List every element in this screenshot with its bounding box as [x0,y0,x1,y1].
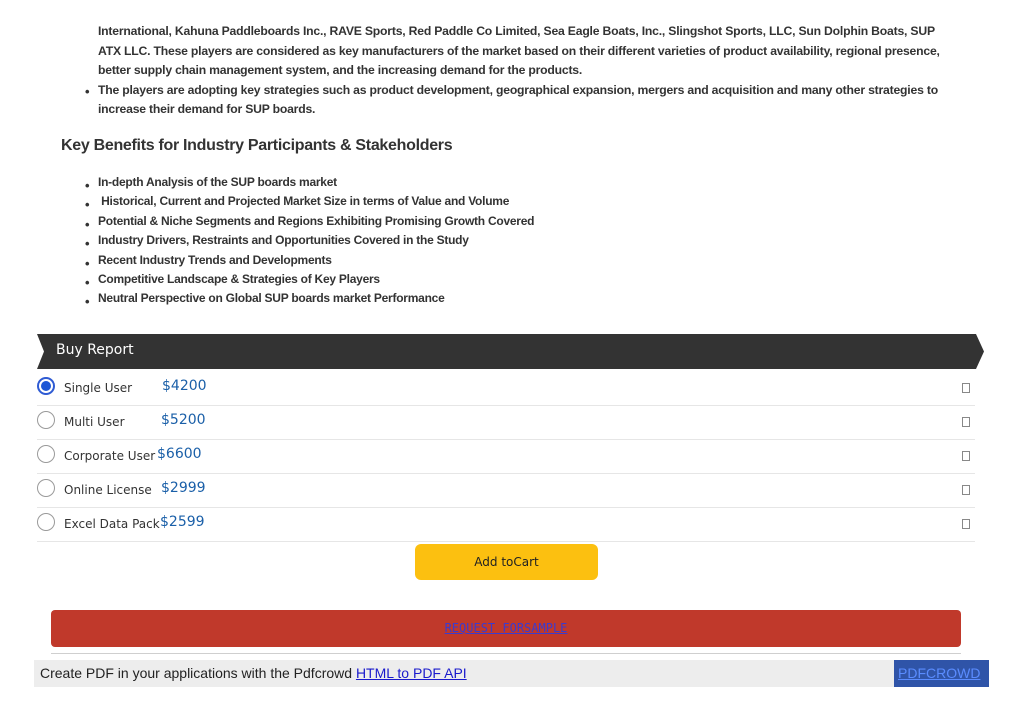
option-label: Corporate User [64,449,156,463]
intro-text [85,22,940,120]
add-to-cart-button[interactable]: Add toCart [415,544,598,580]
banner-title: Buy Report [56,342,134,358]
option-price: $2999 [161,480,206,496]
list-item [85,232,534,252]
bullet-icon: • [85,236,90,252]
option-corporate-user[interactable] [37,440,975,474]
option-price: $4200 [162,378,207,394]
checkbox-icon[interactable] [962,383,970,393]
bullet-icon: • [85,83,90,99]
checkbox-icon[interactable] [962,519,970,529]
checkbox-icon[interactable] [962,451,970,461]
footer-caption: Create PDF in your applications with the Pdfcrowd [40,665,356,681]
license-options [37,372,975,542]
footer-text [40,665,467,681]
option-price: $2599 [160,514,205,530]
radio-icon[interactable] [37,411,55,429]
intro-bullet [85,81,940,120]
bullet-icon: • [85,197,90,213]
radio-icon[interactable] [37,513,55,531]
pdfcrowd-link[interactable]: PDFCROWD [898,665,981,681]
checkbox-icon[interactable] [962,485,970,495]
list-item-text: Neutral Perspective on Global SUP boards market Performance [98,291,445,306]
option-price: $5200 [161,412,206,428]
list-item [85,290,534,310]
radio-icon[interactable] [37,445,55,463]
divider [51,653,961,654]
buy-report-banner [37,334,984,369]
checkbox-icon[interactable] [962,417,970,427]
list-item [85,213,535,232]
bullet-icon: • [85,294,90,310]
list-item-text: Industry Drivers, Restraints and Opportunities Covered in the Study [98,233,469,248]
benefits-list [85,174,535,310]
option-label: Single User [64,381,133,395]
banner-background [37,334,984,369]
option-online-license[interactable] [37,474,975,508]
request-sample-link[interactable]: REQUEST FORSAMPLE [444,621,568,635]
option-excel-data-pack[interactable] [37,508,975,542]
option-multi-user[interactable] [37,406,975,440]
list-item-text: In-depth Analysis of the SUP boards market [98,175,337,189]
list-item [85,193,534,213]
pdf-footer [34,660,989,687]
list-item-text: Historical, Current and Projected Market Size in terms of Value and Volume [98,194,510,209]
list-item-text: Potential & Niche Segments and Regions Exhibiting Promising Growth Covered [98,213,535,228]
html-to-pdf-link[interactable]: HTML to PDF API [355,665,467,681]
list-item [85,174,534,193]
list-item [85,252,534,271]
bullet-icon: • [85,216,90,232]
list-item-text: Competitive Landscape & Strategies of Key Players [98,271,380,286]
section-heading: Key Benefits for Industry Participants & Stakeholders [61,137,453,154]
bullet-icon: • [85,274,90,290]
bullet-icon: • [85,178,90,193]
option-price: $6600 [157,446,202,462]
option-label: Excel Data Pack [64,517,160,531]
request-sample-bar[interactable] [51,610,961,647]
option-label: Multi User [64,415,125,429]
radio-icon[interactable] [37,377,55,395]
list-item [85,271,534,290]
bullet-icon: • [85,255,90,271]
intro-bullet-text: The players are adopting key strategies such as product development, geographical expansion, mergers and acquisition and many other strategies to increase their demand for SUP boards. [98,82,938,116]
option-label: Online License [64,483,152,497]
intro-paragraph: International, Kahuna Paddleboards Inc., RAVE Sports, Red Paddle Co Limited, Sea Eagle Boats, Inc., Slingshot Sports, LLC, Sun Dolphin Boats, SUP ATX LLC. These players are considered as key manufacturers of the market based on their different varieties of product availability, regional presence, better supply chain management system, and the increasing demand for the products. [98,24,940,77]
radio-icon[interactable] [37,479,55,497]
option-single-user[interactable] [37,372,975,406]
pdfcrowd-badge[interactable] [894,660,989,687]
list-item-text: Recent Industry Trends and Developments [98,252,332,267]
